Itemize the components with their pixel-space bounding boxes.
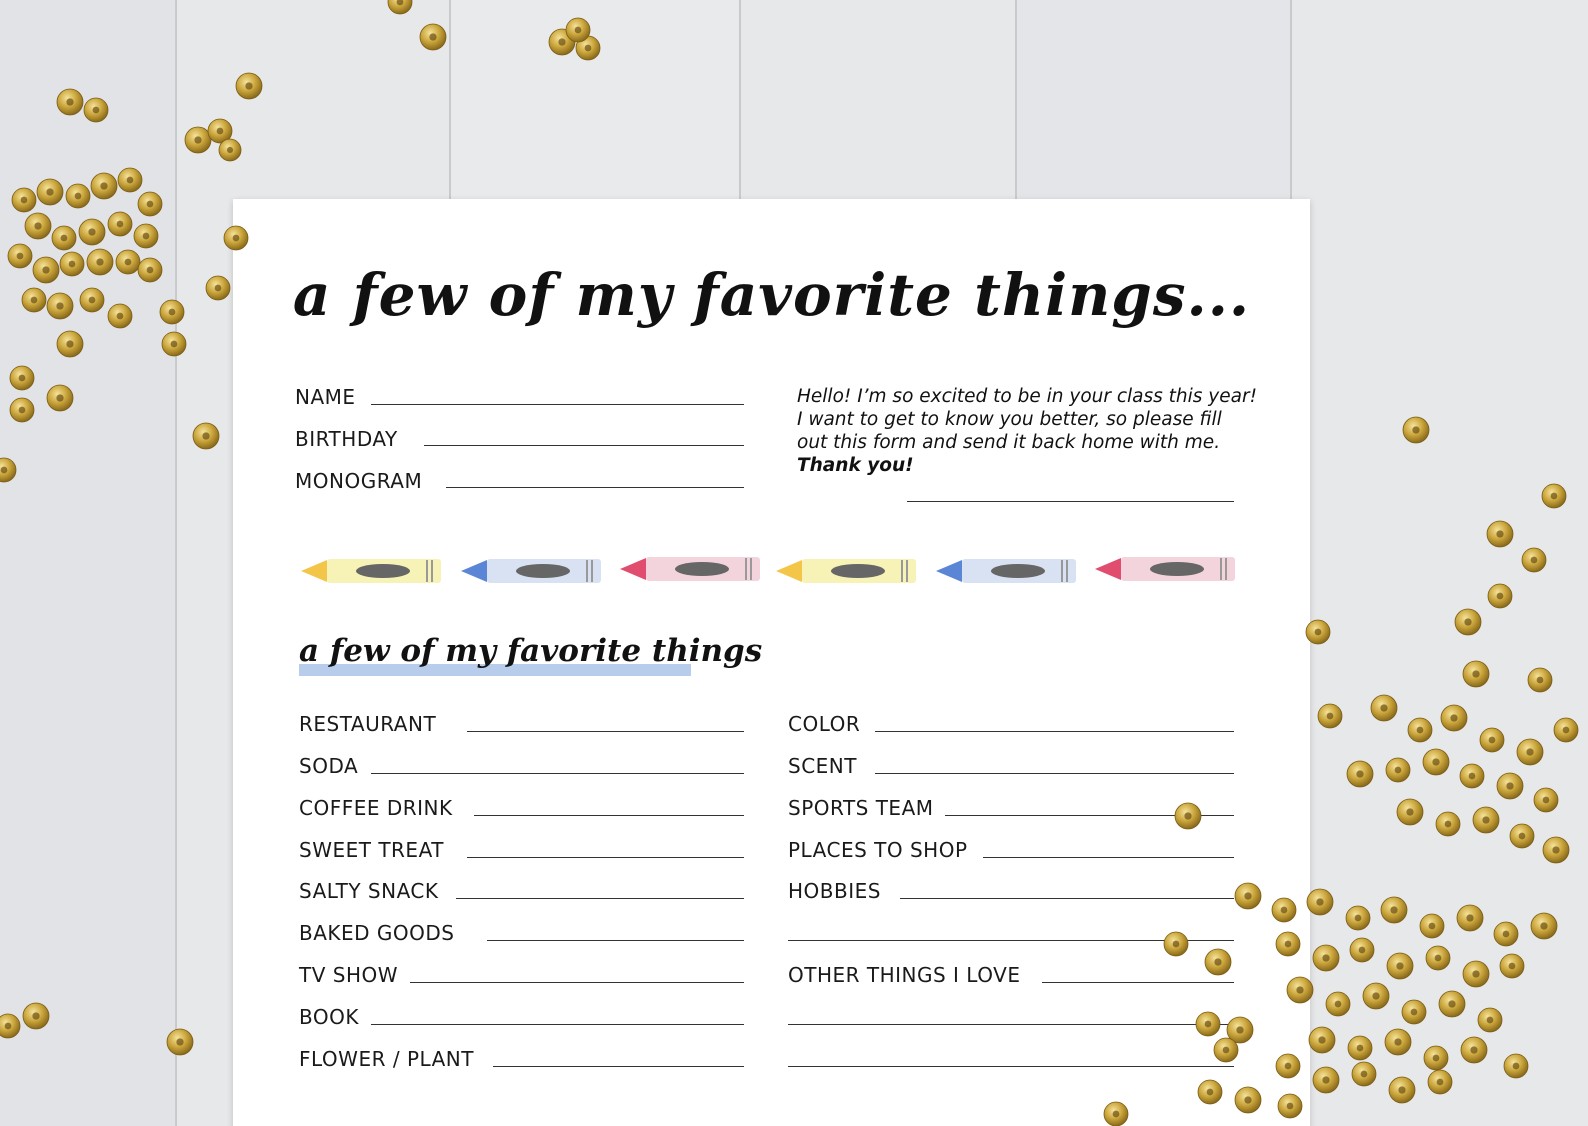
field-line-hobbies-extra [788, 940, 1234, 941]
crayon-yellow-1 [301, 559, 441, 583]
crayon-pink-2 [1095, 557, 1235, 581]
field-line-book [371, 1024, 744, 1025]
field-line-other-things-3 [788, 1066, 1234, 1067]
field-label-sweet-treat: SWEET TREAT [299, 838, 444, 862]
crayon-blue-1 [461, 559, 601, 583]
intro-line-1: Hello! I’m so excited to be in your class this year! [797, 386, 1257, 407]
field-label-scent: SCENT [788, 754, 857, 778]
field-line-coffee-drink [474, 815, 744, 816]
field-label-restaurant: RESTAURANT [299, 712, 437, 736]
crayon-yellow-2 [776, 559, 916, 583]
field-label-baked-goods: BAKED GOODS [299, 921, 455, 945]
field-line-soda [371, 773, 744, 774]
field-line-color [875, 731, 1234, 732]
field-line-tv-show [410, 982, 744, 983]
crayon-blue-2 [936, 559, 1076, 583]
section-title: a few of my favorite things [299, 633, 763, 669]
printable-form-sheet [233, 199, 1310, 1126]
field-label-color: COLOR [788, 712, 861, 736]
field-label-flower-plant: FLOWER / PLANT [299, 1047, 474, 1071]
field-line-sports-team [945, 815, 1234, 816]
field-label-tv-show: TV SHOW [299, 963, 399, 987]
crayon-pink-1 [620, 557, 760, 581]
intro-line-2: I want to get to know you better, so please fill [797, 409, 1222, 430]
field-label-name: NAME [295, 385, 356, 409]
field-label-salty-snack: SALTY SNACK [299, 879, 439, 903]
field-line-baked-goods [487, 940, 744, 941]
field-line-flower-plant [493, 1066, 744, 1067]
field-label-other-things: OTHER THINGS I LOVE [788, 963, 1021, 987]
field-label-sports-team: SPORTS TEAM [788, 796, 934, 820]
intro-line-3: out this form and send it back home with me. [797, 432, 1221, 453]
field-line-other-things [1042, 982, 1234, 983]
crayon-row [233, 199, 1310, 619]
field-line-other-things-2 [788, 1024, 1234, 1025]
field-label-book: BOOK [299, 1005, 359, 1029]
field-label-hobbies: HOBBIES [788, 879, 881, 903]
field-line-sweet-treat [467, 857, 744, 858]
field-line-restaurant [467, 731, 744, 732]
field-line-places-to-shop [983, 857, 1234, 858]
field-label-places-to-shop: PLACES TO SHOP [788, 838, 968, 862]
field-label-coffee-drink: COFFEE DRINK [299, 796, 453, 820]
intro-thanks: Thank you! [797, 455, 914, 476]
field-line-scent [875, 773, 1234, 774]
field-label-monogram: MONOGRAM [295, 469, 423, 493]
field-label-soda: SODA [299, 754, 359, 778]
field-line-salty-snack [456, 898, 744, 899]
field-line-hobbies [900, 898, 1234, 899]
form-title: a few of my favorite things... [292, 261, 1251, 329]
field-label-birthday: BIRTHDAY [295, 427, 398, 451]
